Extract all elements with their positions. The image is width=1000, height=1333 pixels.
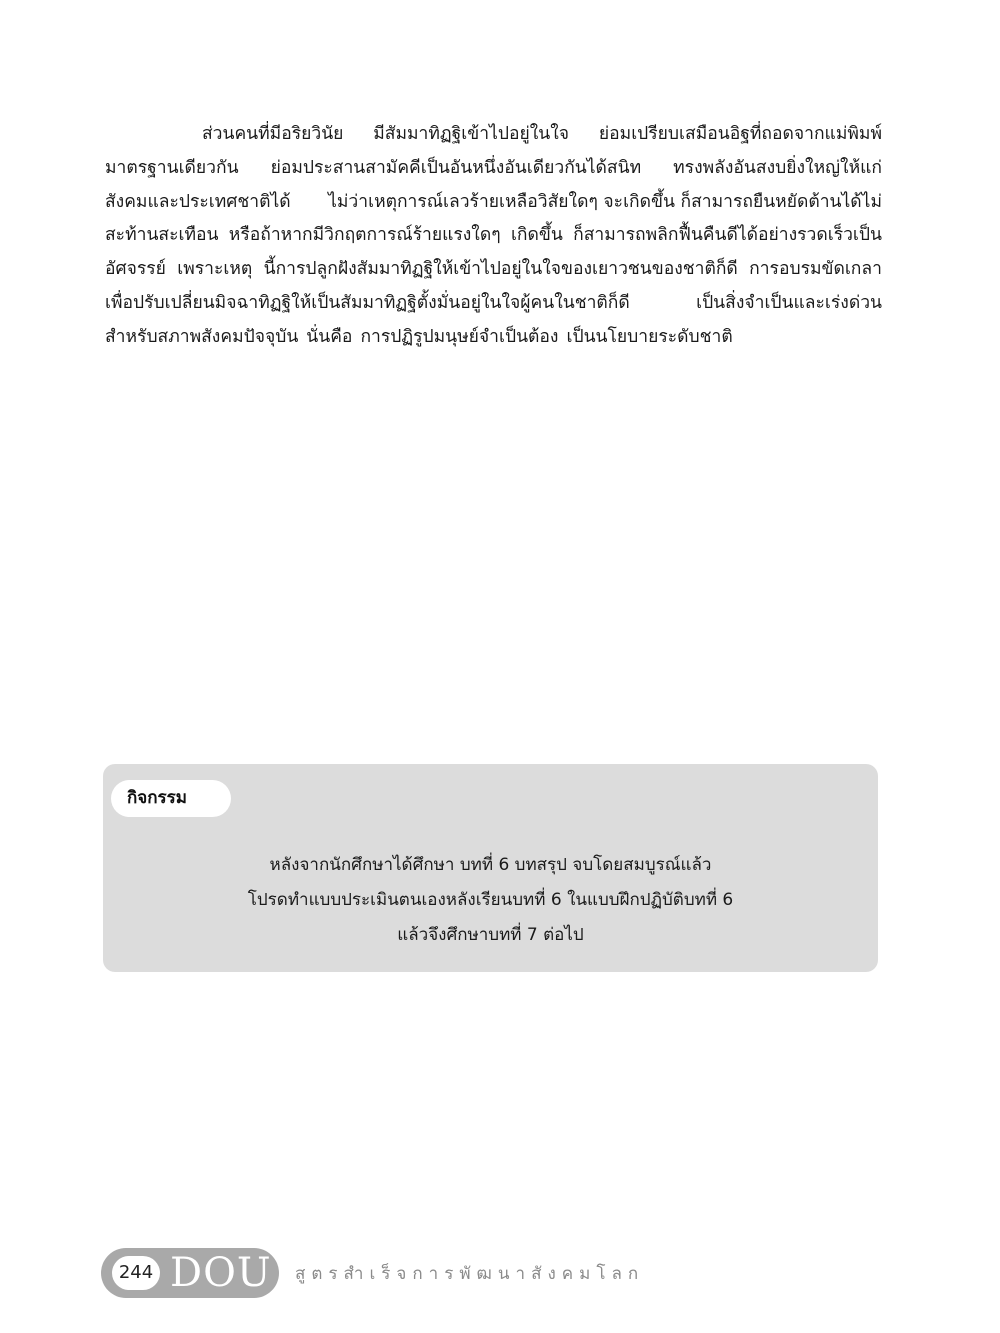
line-segment: เพราะเหตุ (177, 259, 253, 280)
activity-box (103, 764, 878, 972)
activity-label: กิจกรรม (111, 780, 231, 817)
line-segment: นั่นคือ (306, 326, 353, 347)
paragraph-line-4 (105, 219, 882, 253)
footer-badge (101, 1248, 279, 1298)
activity-instructions (103, 848, 878, 953)
line-segment: การปฏิรูปมนุษย์จำเป็นต้อง (360, 326, 559, 347)
paragraph-line-2 (105, 152, 882, 186)
line-segment: เกิดขึ้น (510, 225, 563, 246)
line-segment: ส่วนคนที่มีอริยวินัย (202, 124, 344, 144)
line-segment: ย่อมเปรียบเสมือนอิฐที่ถอดจากแม่พิมพ์ (598, 124, 882, 144)
line-segment: การอบรมขัดเกลา (749, 259, 882, 280)
brand-logo: DOU (170, 1250, 272, 1296)
course-title: สูตรสำเร็จการพัฒนาสังคมโลก (295, 1263, 645, 1284)
body-paragraph (105, 118, 882, 355)
paragraph-line-7 (105, 321, 882, 355)
line-segment: ย่อมประสานสามัคคีเป็นอันหนึ่งอันเดียวกันได้สนิท (270, 157, 642, 178)
line-segment: สะท้านสะเทือน (105, 225, 219, 246)
line-segment: หรือถ้าหากมีวิกฤตการณ์ร้ายแรงใดๆ (228, 225, 501, 246)
page-number: 244 (112, 1256, 160, 1290)
line-segment: ก็สามารถพลิกฟื้นคืนดีได้อย่างรวดเร็วเป็น (573, 225, 882, 246)
line-segment: นี้การปลูกฝังสัมมาทิฏฐิให้เข้าไปอยู่ในใจของเยาวชนของชาติก็ดี (263, 259, 738, 280)
paragraph-line-3 (105, 186, 882, 220)
line-segment: มาตรฐานเดียวกัน (105, 157, 239, 178)
line-segment: อัศจรรย์ (105, 259, 166, 280)
line-segment: ทรงพลังอันสงบยิ่งใหญ่ให้แก่ (673, 157, 882, 178)
line-segment: สำหรับสภาพสังคมปัจจุบัน (105, 326, 299, 347)
activity-line: โปรดทำแบบประเมินตนเองหลังเรียนบทที่ 6 ในแบบฝึกปฏิบัติบทที่ 6 (247, 890, 734, 910)
paragraph-line-5 (105, 253, 882, 287)
paragraph-line-1 (105, 118, 882, 152)
line-segment: สังคมและประเทศชาติได้ (105, 191, 291, 212)
page-footer (101, 1248, 644, 1298)
paragraph-line-6 (105, 287, 882, 321)
activity-line: แล้วจึงศึกษาบทที่ 7 ต่อไป (397, 925, 584, 945)
activity-line: หลังจากนักศึกษาได้ศึกษา บทที่ 6 บทสรุป จบโดยสมบูรณ์แล้ว (269, 855, 712, 875)
line-segment: ไม่ว่าเหตุการณ์เลวร้ายเหลือวิสัยใดๆ จะเกิดขึ้น ก็สามารถยืนหยัดต้านได้ไม่ (328, 191, 882, 212)
line-segment: เป็นสิ่งจำเป็นและเร่งด่วน (696, 292, 882, 313)
line-segment: เป็นนโยบายระดับชาติ (566, 326, 733, 347)
line-segment: เพื่อปรับเปลี่ยนมิจฉาทิฏฐิให้เป็นสัมมาทิฏฐิตั้งมั่นอยู่ในใจผู้คนในชาติก็ดี (105, 292, 630, 313)
line-segment: มีสัมมาทิฏฐิเข้าไปอยู่ในใจ (373, 124, 570, 144)
